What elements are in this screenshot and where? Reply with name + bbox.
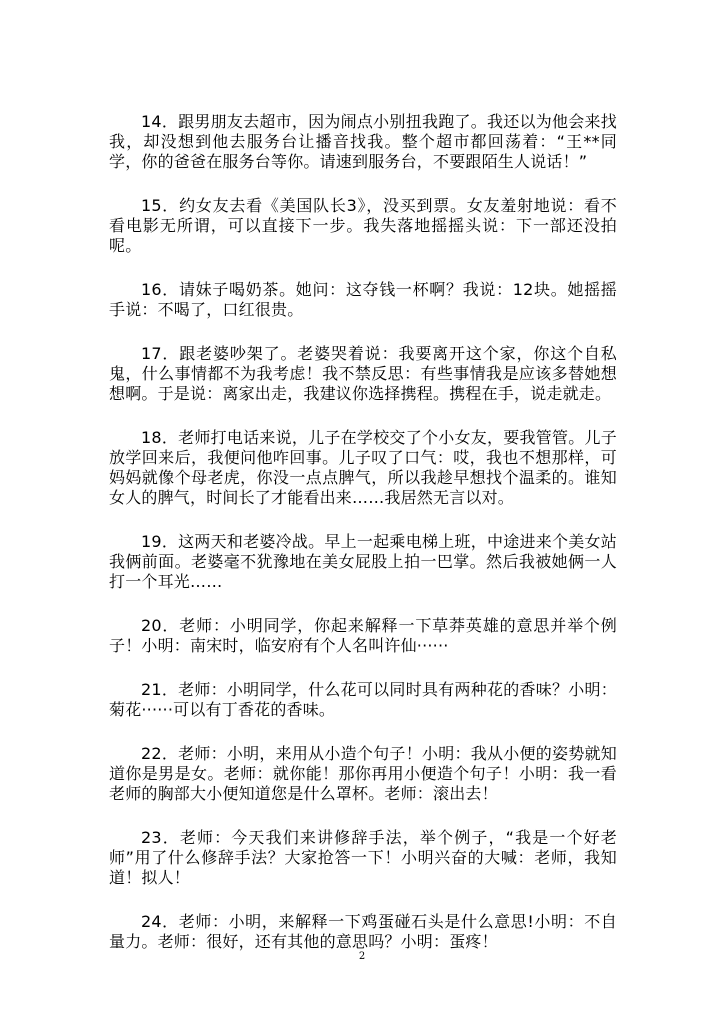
paragraph-18: 18．老师打电话来说，儿子在学校交了个小女友，要我管管。儿子放学回来后，我便问他咋回事。儿子叹了口气：哎，我也不想那样，可妈妈就像个母老虎，你没一点点脾气，所以我趁早想找个温柔的。谁知女人的脾气，时间长了才能看出来……我居然无言以对。: [109, 428, 617, 507]
paragraph-20: 20．老师：小明同学，你起来解释一下草莽英雄的意思并举个例子！小明：南宋时，临安府有个人名叫许仙······: [109, 616, 617, 655]
paragraph-14: 14．跟男朋友去超市，因为闹点小别扭我跑了。我还以为他会来找我，却没想到他去服务台让播音找我。整个超市都回荡着：“王**同学，你的爸爸在服务台等你。请速到服务台，不要跟陌生人说话！”: [109, 112, 617, 171]
document-body: [109, 112, 617, 976]
paragraph-21: 21．老师：小明同学，什么花可以同时具有两种花的香味？小明：菊花······可以有丁香花的香味。: [109, 680, 617, 719]
paragraph-24: 24．老师：小明，来解释一下鸡蛋碰石头是什么意思!小明：不自量力。老师：很好，还有其他的意思吗？小明：蛋疼！: [109, 912, 617, 951]
paragraph-22: 22．老师：小明，来用从小造个句子！小明：我从小便的姿势就知道你是男是女。老师：就你能！那你再用小便造个句子！小明：我一看老师的胸部大小便知道您是什么罩杯。老师：滚出去！: [109, 744, 617, 803]
paragraph-15: 15．约女友去看《美国队长3》，没买到票。女友羞射地说：看不看电影无所谓，可以直接下一步。我失落地摇摇头说：下一部还没拍呢。: [109, 196, 617, 255]
paragraph-17: 17．跟老婆吵架了。老婆哭着说：我要离开这个家，你这个自私鬼，什么事情都不为我考虑！我不禁反思：有些事情我是应该多替她想想啊。于是说：离家出走，我建议你选择携程。携程在手，说走就走。: [109, 344, 617, 403]
paragraph-19: 19．这两天和老婆冷战。早上一起乘电梯上班，中途进来个美女站我俩前面。老婆毫不犹豫地在美女屁股上拍一巴掌。然后我被她俩一人打一个耳光……: [109, 532, 617, 591]
paragraph-16: 16．请妹子喝奶茶。她问：这夺钱一杯啊？我说：12块。她摇摇手说：不喝了，口红很贵。: [109, 280, 617, 319]
page-number: 2: [358, 951, 366, 962]
paragraph-23: 23．老师：今天我们来讲修辞手法，举个例子，“我是一个好老师”用了什么修辞手法？大家抢答一下！小明兴奋的大喊：老师，我知道！拟人！: [109, 828, 617, 887]
